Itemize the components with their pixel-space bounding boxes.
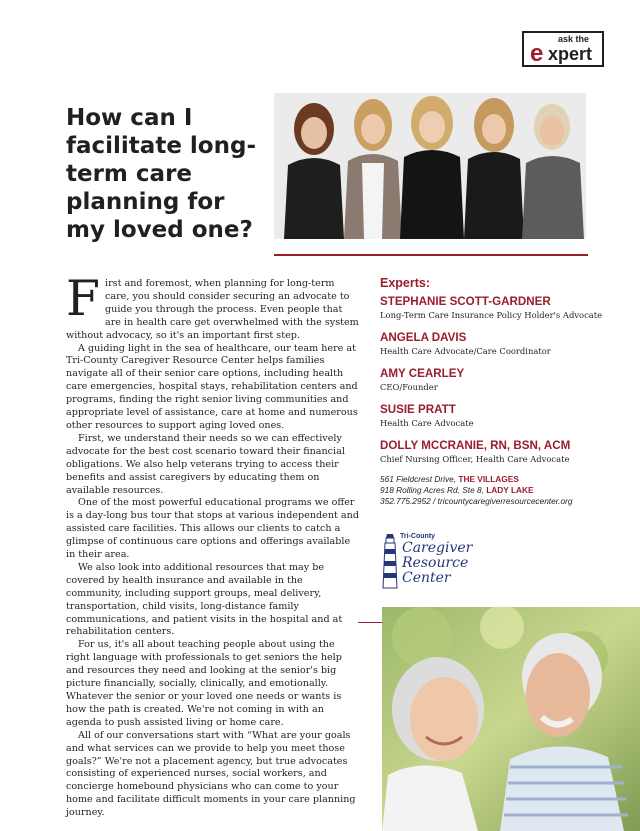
expert-title: Health Care Advocate/Care Coordinator bbox=[380, 346, 551, 356]
expert-title: Health Care Advocate bbox=[380, 418, 474, 428]
lighthouse-icon bbox=[380, 532, 400, 590]
expert-entry bbox=[380, 438, 630, 465]
expert-entry bbox=[380, 294, 630, 321]
paragraph: One of the most powerful educational programs we offer is a day-long bus tour that stops at various independent and assisted care facilities. This allows our clients to catch a glimpse of continuous care options and offerings available in their area. bbox=[66, 497, 359, 561]
expert-entry bbox=[380, 330, 630, 357]
logo-ask-the: ask the bbox=[558, 34, 590, 44]
paragraph: First, we understand their needs so we can effectively advocate for the best cost scenario toward their financial obligations. We also help veterans trying to access their benefits and assist caregivers by educating them on available resources. bbox=[66, 432, 345, 496]
address-block bbox=[380, 474, 630, 507]
divider-rule bbox=[274, 254, 588, 256]
address-line bbox=[380, 474, 630, 485]
logo-caregiver: Caregiver bbox=[402, 540, 473, 556]
address-line bbox=[380, 485, 630, 496]
expert-entry bbox=[380, 366, 630, 393]
city-name: LADY LAKE bbox=[486, 485, 534, 495]
expert-name: AMY CEARLEY bbox=[380, 367, 465, 380]
logo-e: e bbox=[530, 40, 544, 67]
senior-couple-photo bbox=[382, 607, 640, 831]
first-paragraph bbox=[66, 270, 360, 343]
paragraph: All of our conversations start with “What are your goals and what services can we provide to help you meet those goals?” We're not a placement agency, but true advocates consisting of experienced nurses, social workers, and concierge homebound physicians who can come to your home and facilitate difficult moments in your care planning journey. bbox=[66, 729, 356, 819]
street-address: 918 Rolling Acres Rd, Ste 8, bbox=[380, 485, 487, 495]
expert-title: Long-Term Care Insurance Policy Holder's Advocate bbox=[380, 310, 603, 320]
experts-sidebar bbox=[380, 276, 630, 507]
expert-name: ANGELA DAVIS bbox=[380, 331, 467, 344]
street-address: 561 Fieldcrest Drive, bbox=[380, 474, 459, 484]
paragraph: A guiding light in the sea of healthcare, our team here at Tri-County Caregiver Resource Center helps families navigate all of their senior care options, including health care emergencies, hospital stays, rehabilitation centers and programs, finding the right senior living communities and appropriate level of assistance, care at home and numerous other resources to support aging loved ones. bbox=[66, 342, 358, 431]
logo-resource: Resource bbox=[402, 555, 469, 571]
page-headline: How can I facilitate long-term care planning for my loved one? bbox=[66, 105, 256, 243]
first-paragraph-text: irst and foremost, when planning for long-term care, you should consider securing an advocate to guide you through the process. Even people that are in health care get overwhelmed with the system without advocacy, so it's an important first step. bbox=[66, 278, 359, 341]
team-photo bbox=[274, 93, 586, 239]
logo-tri-county: Tri-County bbox=[400, 533, 435, 540]
experts-heading: Experts: bbox=[380, 276, 431, 290]
ask-the-expert-logo bbox=[522, 31, 604, 67]
logo-xpert: xpert bbox=[548, 44, 593, 64]
paragraph: We also look into additional resources that may be covered by health insurance and available in the community, including support groups, meal delivery, transportation, child visits, long-distance family communications, and patient visits in the hospital and at rehabilitation centers. bbox=[66, 561, 343, 638]
contact-line: 352.775.2952 / tricountycaregiverresourcecenter.org bbox=[380, 496, 573, 506]
expert-title: Chief Nursing Officer, Health Care Advocate bbox=[380, 454, 570, 464]
paragraph: For us, it's all about teaching people about using the right language with professionals to get seniors the help and resources they need and looking at the senior's big picture financially, socially, clinically, and emotionally. Whatever the senior or your loved one needs or wants is how the path is created. We're not coming in with an agenda to push assisted living or home care. bbox=[66, 639, 342, 728]
expert-name: STEPHANIE SCOTT-GARDNER bbox=[380, 295, 551, 308]
expert-name: DOLLY MCCRANIE, RN, BSN, ACM bbox=[380, 439, 571, 452]
expert-title: CEO/Founder bbox=[380, 382, 438, 392]
resource-center-logo bbox=[380, 532, 490, 590]
city-name: THE VILLAGES bbox=[458, 474, 519, 484]
expert-name: SUSIE PRATT bbox=[380, 403, 456, 416]
drop-cap: F bbox=[66, 270, 100, 327]
expert-entry bbox=[380, 402, 630, 429]
article-body bbox=[66, 270, 360, 820]
logo-center: Center bbox=[402, 570, 451, 586]
